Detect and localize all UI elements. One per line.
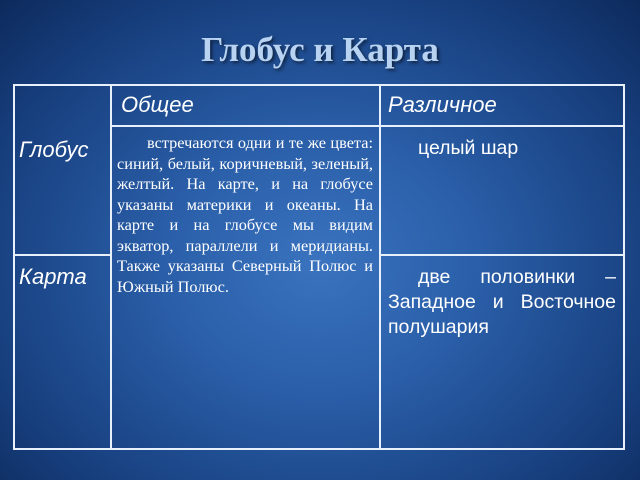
header-common: Общее (121, 92, 194, 117)
page-title: Глобус и Карта (201, 30, 439, 69)
table-border-left (13, 84, 15, 450)
header-difference: Различное (388, 92, 497, 117)
common-features-text: встречаются одни и те же цвета: синий, белый, коричневый, зеленый, желтый. На карте, и на глобусе указаны материки и океаны. На карте и на глобусе мы видим экватор, параллели и меридианы. Также указаны Северный Полюс и Южный Полюс. (117, 133, 373, 296)
table-border-bottom (13, 448, 625, 450)
table-border-right (623, 84, 625, 450)
header-divider-right (381, 125, 623, 127)
map-difference-text: две половинки – Западное и Восточное полушария (388, 266, 616, 338)
row-label-map: Карта (19, 264, 87, 289)
table-border-top (13, 84, 625, 86)
col-divider-2 (379, 84, 381, 450)
col-divider-1 (110, 84, 112, 450)
row-divider-right (381, 254, 623, 256)
row-divider-left (13, 254, 110, 256)
globe-difference-text: целый шар (418, 137, 519, 159)
header-divider (112, 125, 379, 127)
row-label-globe: Глобус (19, 137, 89, 162)
